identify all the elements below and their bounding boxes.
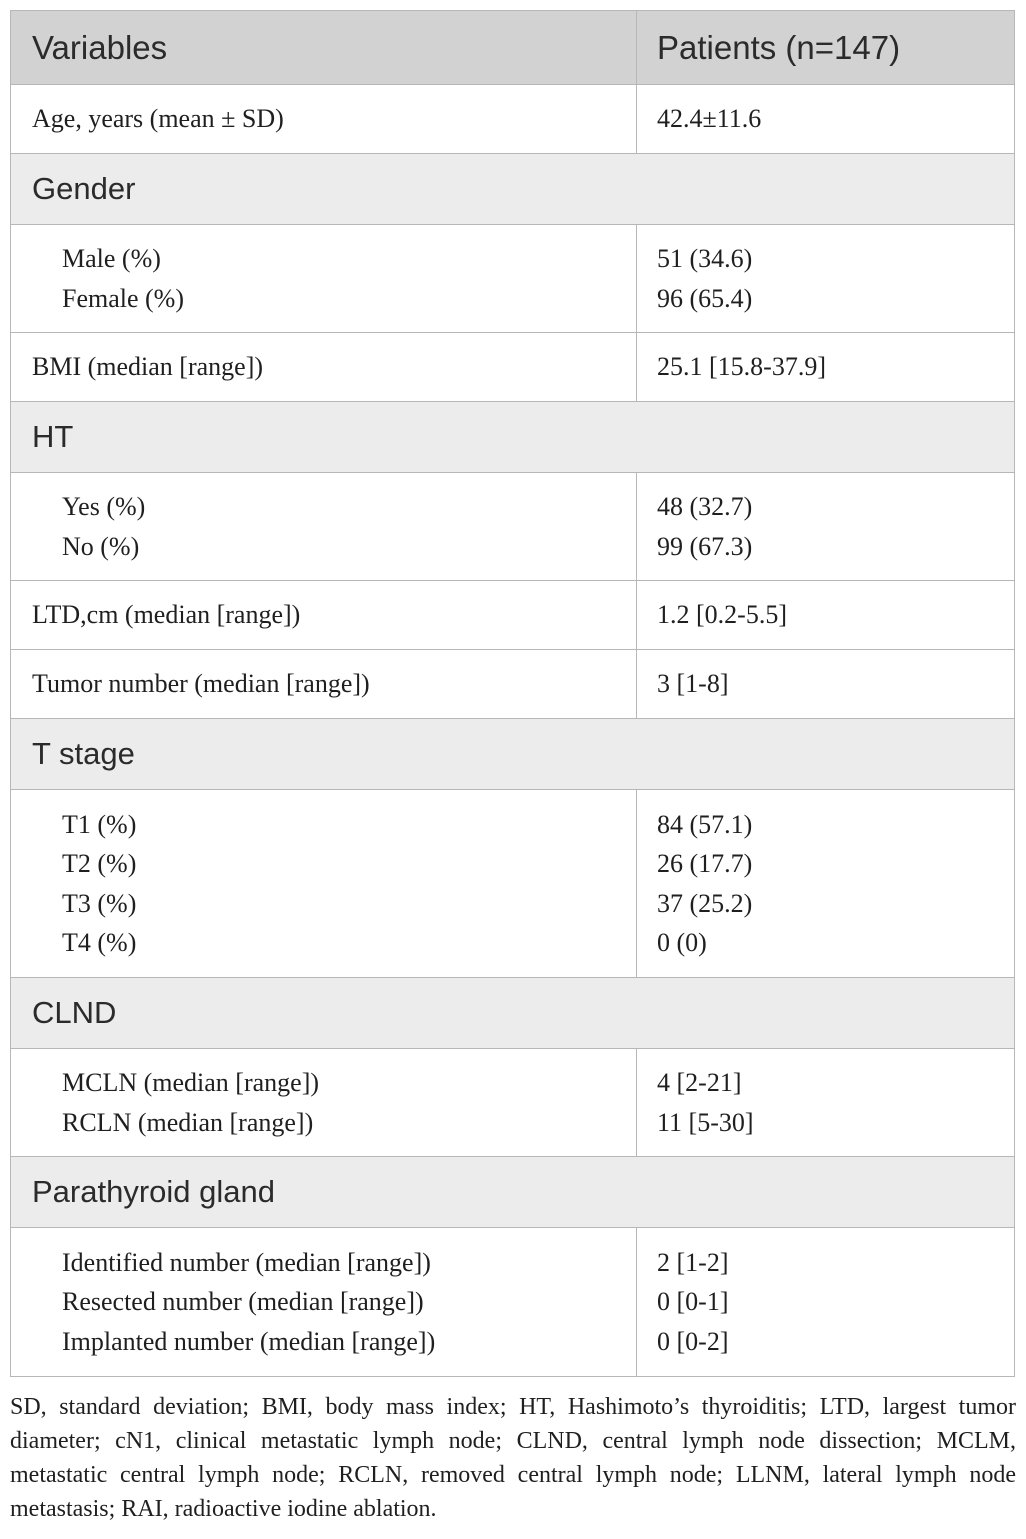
row-value: 0 [0-1] bbox=[657, 1287, 729, 1317]
table-row-bmi bbox=[11, 333, 1014, 402]
table-row-t-stage bbox=[11, 790, 1014, 978]
section-parathyroid-gland: Parathyroid gland bbox=[11, 1157, 1014, 1228]
row-label: No (%) bbox=[62, 531, 140, 561]
section-t-stage: T stage bbox=[11, 719, 1014, 790]
table-header-row bbox=[11, 11, 1014, 85]
row-value: 48 (32.7) bbox=[657, 492, 753, 521]
section-gender: Gender bbox=[11, 154, 1014, 225]
table-row-age bbox=[11, 85, 1014, 154]
row-value: 84 (57.1) bbox=[657, 809, 753, 839]
header-variables: Variables bbox=[11, 11, 637, 84]
row-label: Female (%) bbox=[62, 283, 185, 313]
row-label: T3 (%) bbox=[62, 888, 137, 918]
row-label: LTD,cm (median [range]) bbox=[32, 600, 301, 630]
row-value: 1.2 [0.2-5.5] bbox=[657, 600, 787, 630]
row-label: Age, years (mean ± SD) bbox=[32, 104, 284, 134]
row-value: 2 [1-2] bbox=[657, 1247, 729, 1277]
row-label: Tumor number (median [range]) bbox=[32, 669, 370, 699]
patient-characteristics-table bbox=[10, 10, 1015, 1377]
row-value: 11 [5-30] bbox=[657, 1107, 754, 1137]
row-value: 37 (25.2) bbox=[657, 888, 753, 918]
row-value: 99 (67.3) bbox=[657, 531, 753, 561]
table-row-clnd bbox=[11, 1049, 1014, 1157]
table-row-gender bbox=[11, 225, 1014, 333]
table-row-tumor-number bbox=[11, 650, 1014, 719]
row-label: MCLN (median [range]) bbox=[62, 1068, 320, 1097]
table-row-ht bbox=[11, 473, 1014, 581]
table-row-parathyroid bbox=[11, 1228, 1014, 1376]
row-label: T2 (%) bbox=[62, 849, 137, 878]
row-label: BMI (median [range]) bbox=[32, 352, 264, 382]
row-value: 3 [1-8] bbox=[657, 669, 729, 699]
row-value: 42.4±11.6 bbox=[657, 104, 762, 134]
row-value: 25.1 [15.8-37.9] bbox=[657, 352, 826, 382]
row-label: RCLN (median [range]) bbox=[62, 1107, 314, 1137]
row-value: 96 (65.4) bbox=[657, 283, 753, 313]
row-value: 26 (17.7) bbox=[657, 849, 753, 878]
row-label: Implanted number (median [range]) bbox=[62, 1326, 436, 1356]
row-label: Identified number (median [range]) bbox=[62, 1247, 431, 1277]
row-label: Yes (%) bbox=[62, 492, 146, 521]
table-row-ltd bbox=[11, 581, 1014, 650]
header-patients: Patients (n=147) bbox=[657, 28, 901, 66]
row-value: 51 (34.6) bbox=[657, 244, 753, 273]
row-label: T1 (%) bbox=[62, 809, 137, 839]
section-ht: HT bbox=[11, 402, 1014, 473]
row-label: T4 (%) bbox=[62, 928, 137, 957]
row-value: 4 [2-21] bbox=[657, 1068, 742, 1097]
section-clnd: CLND bbox=[11, 978, 1014, 1049]
row-value: 0 [0-2] bbox=[657, 1326, 729, 1356]
row-value: 0 (0) bbox=[657, 928, 707, 957]
row-label: Resected number (median [range]) bbox=[62, 1287, 424, 1317]
table-footnote: SD, standard deviation; BMI, body mass index; HT, Hashimoto’s thyroiditis; LTD, largest tumor diameter; cN1, clinical metastatic lymph node; CLND, central lymph node dissection; MCLM, metastatic central lymph node; RCLN, removed central lymph node; LLNM, lateral lymph node metastasis; RAI, radioactive iodine ablation. bbox=[10, 1394, 1016, 1522]
row-label: Male (%) bbox=[62, 244, 161, 273]
